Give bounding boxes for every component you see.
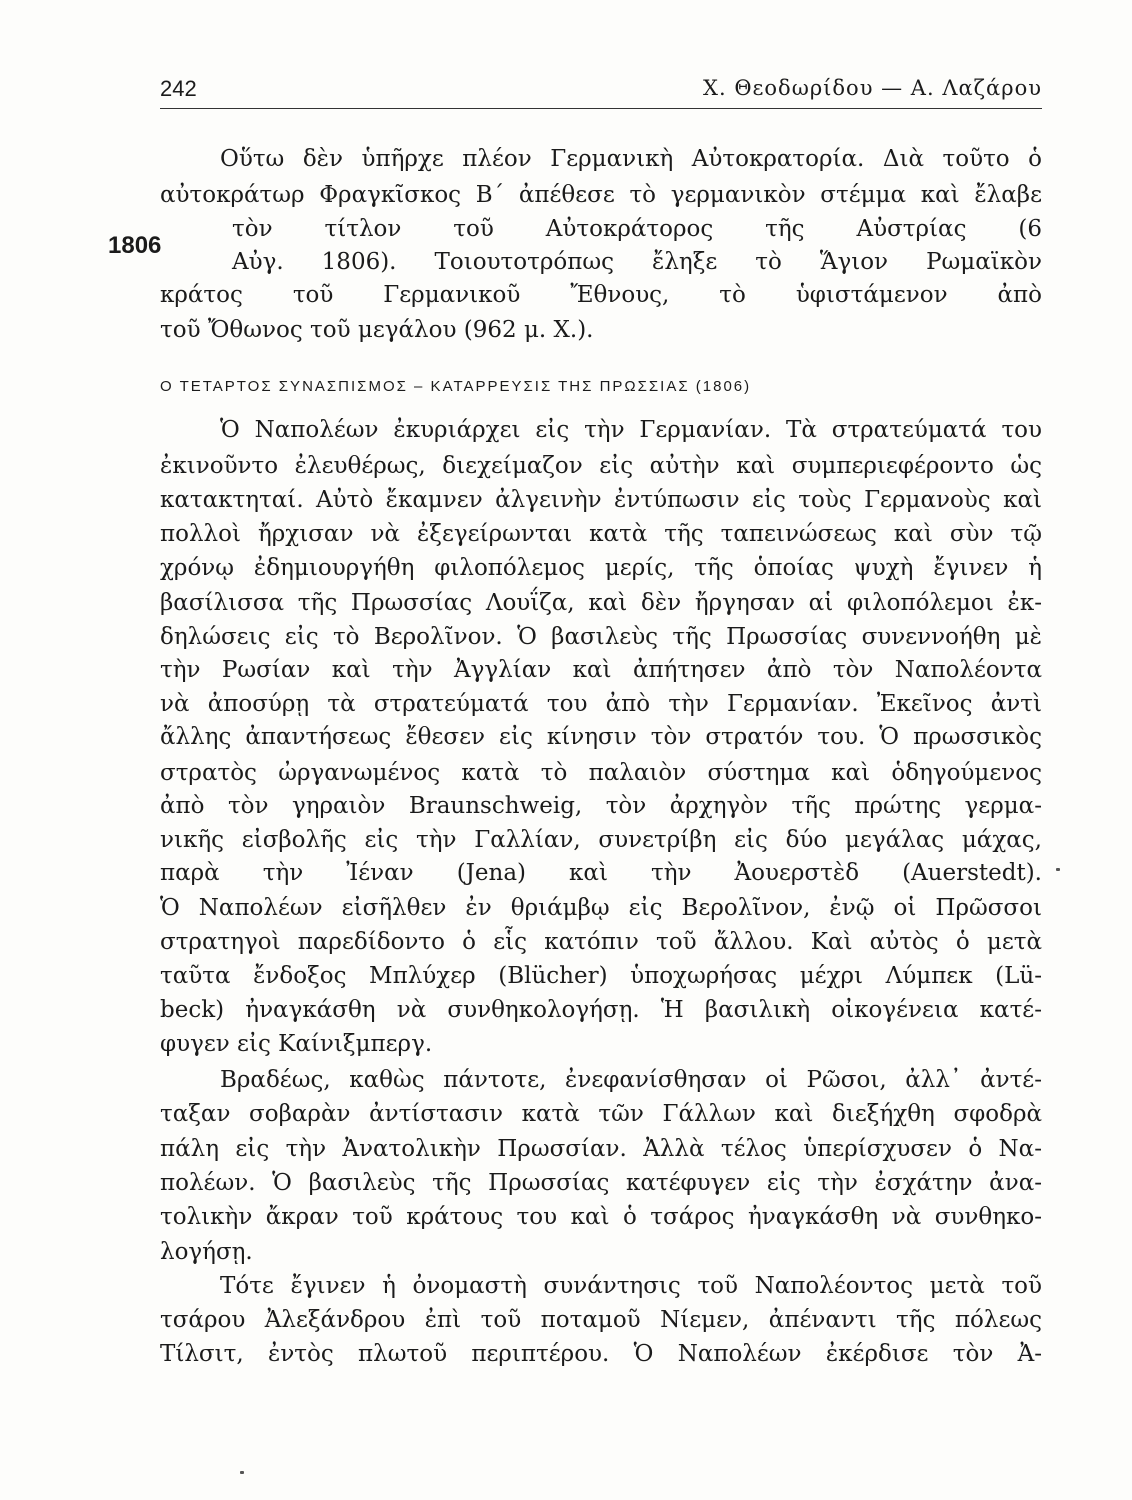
section-title: Ο ΤΕΤΑΡΤΟΣ ΣΥΝΑΣΠΙΣΜΟΣ – ΚΑΤΑΡΡΕΥΣΙΣ ΤΗΣ ΠΡΩΣΣΙΑΣ (1806)	[160, 378, 752, 395]
text-line: πολλοὶ ἤρχισαν νὰ ἐξεγείρωνται κατὰ τῆς ταπεινώσεως καὶ σὺν τῷ	[160, 521, 1042, 547]
text-line: αὐτοκράτωρ Φραγκῖσκος Β΄ ἀπέθεσε τὸ γερμανικὸν στέμμα καὶ ἔλαβε	[160, 182, 1042, 208]
text-line: τσάρου Ἀλεξάνδρου ἐπὶ τοῦ ποταμοῦ Νίεμεν, ἀπέναντι τῆς πόλεως	[160, 1307, 1042, 1333]
text-line: παρὰ τὴν Ἰέναν (Jena) καὶ τὴν Ἀουερστὲδ (Auerstedt).	[160, 860, 1042, 886]
text-line: ἀπὸ τὸν γηραιὸν Braunschweig, τὸν ἀρχηγὸν τῆς πρώτης γερμα-	[160, 793, 1042, 819]
text-line: φυγεν εἰς Καίνιξμπεργ.	[160, 1031, 433, 1057]
text-line: χρόνῳ ἐδημιουργήθη φιλοπόλεμος μερίς, τῆς ὁποίας ψυχὴ ἔγινεν ἡ	[160, 555, 1042, 581]
text-line: Οὕτω δὲν ὑπῆρχε πλέον Γερμανικὴ Αὐτοκρατορία. Διὰ τοῦτο ὁ	[220, 146, 1042, 172]
text-line: beck) ἠναγκάσθη νὰ συνθηκολογήσῃ. Ἡ βασιλικὴ οἰκογένεια κατέ-	[160, 997, 1042, 1023]
margin-note-year: 1806	[108, 232, 162, 259]
text-line: στρατηγοὶ παρεδίδοντο ὁ εἷς κατόπιν τοῦ ἄλλου. Καὶ αὐτὸς ὁ μετὰ	[160, 929, 1042, 955]
text-line: ἐκινοῦντο ἐλευθέρως, διεχείμαζον εἰς αὐτὴν καὶ συμπεριεφέροντο ὡς	[160, 453, 1042, 479]
text-line: Ὁ Ναπολέων ἐκυριάρχει εἰς τὴν Γερμανίαν. Τὰ στρατεύματά του	[220, 417, 1042, 443]
text-line: τοῦ Ὄθωνος τοῦ μεγάλου (962 μ. Χ.).	[160, 317, 594, 343]
text-line: νὰ ἀποσύρῃ τὰ στρατεύματά του ἀπὸ τὴν Γερμανίαν. Ἐκεῖνος ἀντὶ	[160, 691, 1042, 717]
page-header	[160, 70, 1042, 109]
text-line: τὸν τίτλον τοῦ Αὐτοκράτορος τῆς Αὐστρίας (6	[232, 216, 1042, 242]
text-line: Ὁ Ναπολέων εἰσῆλθεν ἐν θριάμβῳ εἰς Βερολῖνον, ἐνῷ οἱ Πρῶσσοι	[160, 895, 1042, 921]
text-line: βασίλισσα τῆς Πρωσσίας Λουΐζα, καὶ δὲν ἤργησαν αἱ φιλοπόλεμοι ἐκ-	[160, 590, 1042, 616]
text-line: Τίλσιτ, ἐντὸς πλωτοῦ περιπτέρου. Ὁ Ναπολέων ἐκέρδισε τὸν Ἀ-	[160, 1341, 1042, 1367]
text-line: κράτος τοῦ Γερμανικοῦ Ἔθνους, τὸ ὑφιστάμενον ἀπὸ	[160, 282, 1042, 308]
text-line: στρατὸς ὠργανωμένος κατὰ τὸ παλαιὸν σύστημα καὶ ὁδηγούμενος	[160, 760, 1042, 786]
text-line: ταξαν σοβαρὰν ἀντίστασιν κατὰ τῶν Γάλλων καὶ διεξήχθη σφοδρὰ	[160, 1101, 1042, 1127]
scan-speck	[1056, 868, 1060, 871]
text-line: δηλώσεις εἰς τὸ Βερολῖνον. Ὁ βασιλεὺς τῆς Πρωσσίας συνεννοήθη μὲ	[160, 624, 1042, 650]
text-line: πολέων. Ὁ βασιλεὺς τῆς Πρωσσίας κατέφυγεν εἰς τὴν ἐσχάτην ἀνα-	[160, 1170, 1042, 1196]
text-line: ἄλλης ἀπαντήσεως ἔθεσεν εἰς κίνησιν τὸν στρατόν του. Ὁ πρωσσικὸς	[160, 724, 1042, 750]
text-line: νικῆς εἰσβολῆς εἰς τὴν Γαλλίαν, συνετρίβη εἰς δύο μεγάλας μάχας,	[160, 827, 1042, 853]
text-line: τὴν Ρωσίαν καὶ τὴν Ἀγγλίαν καὶ ἀπήτησεν ἀπὸ τὸν Ναπολέοντα	[160, 657, 1042, 683]
text-line: ταῦτα ἔνδοξος Μπλύχερ (Blücher) ὑποχωρήσας μέχρι Λύμπεκ (Lü-	[160, 963, 1042, 989]
running-title: Χ. Θεοδωρίδου — Α. Λαζάρου	[703, 76, 1042, 100]
text-line: Αὐγ. 1806). Τοιουτοτρόπως ἔληξε τὸ Ἅγιον Ρωμαϊκὸν	[232, 249, 1042, 275]
text-line: τολικὴν ἄκραν τοῦ κράτους του καὶ ὁ τσάρος ἠναγκάσθη νὰ συνθηκο-	[160, 1204, 1042, 1230]
text-line: πάλη εἰς τὴν Ἀνατολικὴν Πρωσσίαν. Ἀλλὰ τέλος ὑπερίσχυσεν ὁ Να-	[160, 1136, 1042, 1162]
text-line: Τότε ἔγινεν ἡ ὀνομαστὴ συνάντησις τοῦ Ναπολέοντος μετὰ τοῦ	[220, 1273, 1042, 1299]
page-number: 242	[160, 76, 197, 101]
text-line: κατακτηταί. Αὐτὸ ἔκαμνεν ἀλγεινὴν ἐντύπωσιν εἰς τοὺς Γερμανοὺς καὶ	[160, 487, 1042, 513]
text-line: Βραδέως, καθὼς πάντοτε, ἐνεφανίσθησαν οἱ Ρῶσοι, ἀλλ᾿ ἀντέ-	[220, 1067, 1042, 1093]
scan-speck	[240, 1471, 244, 1474]
text-line: λογήσῃ.	[160, 1239, 253, 1265]
